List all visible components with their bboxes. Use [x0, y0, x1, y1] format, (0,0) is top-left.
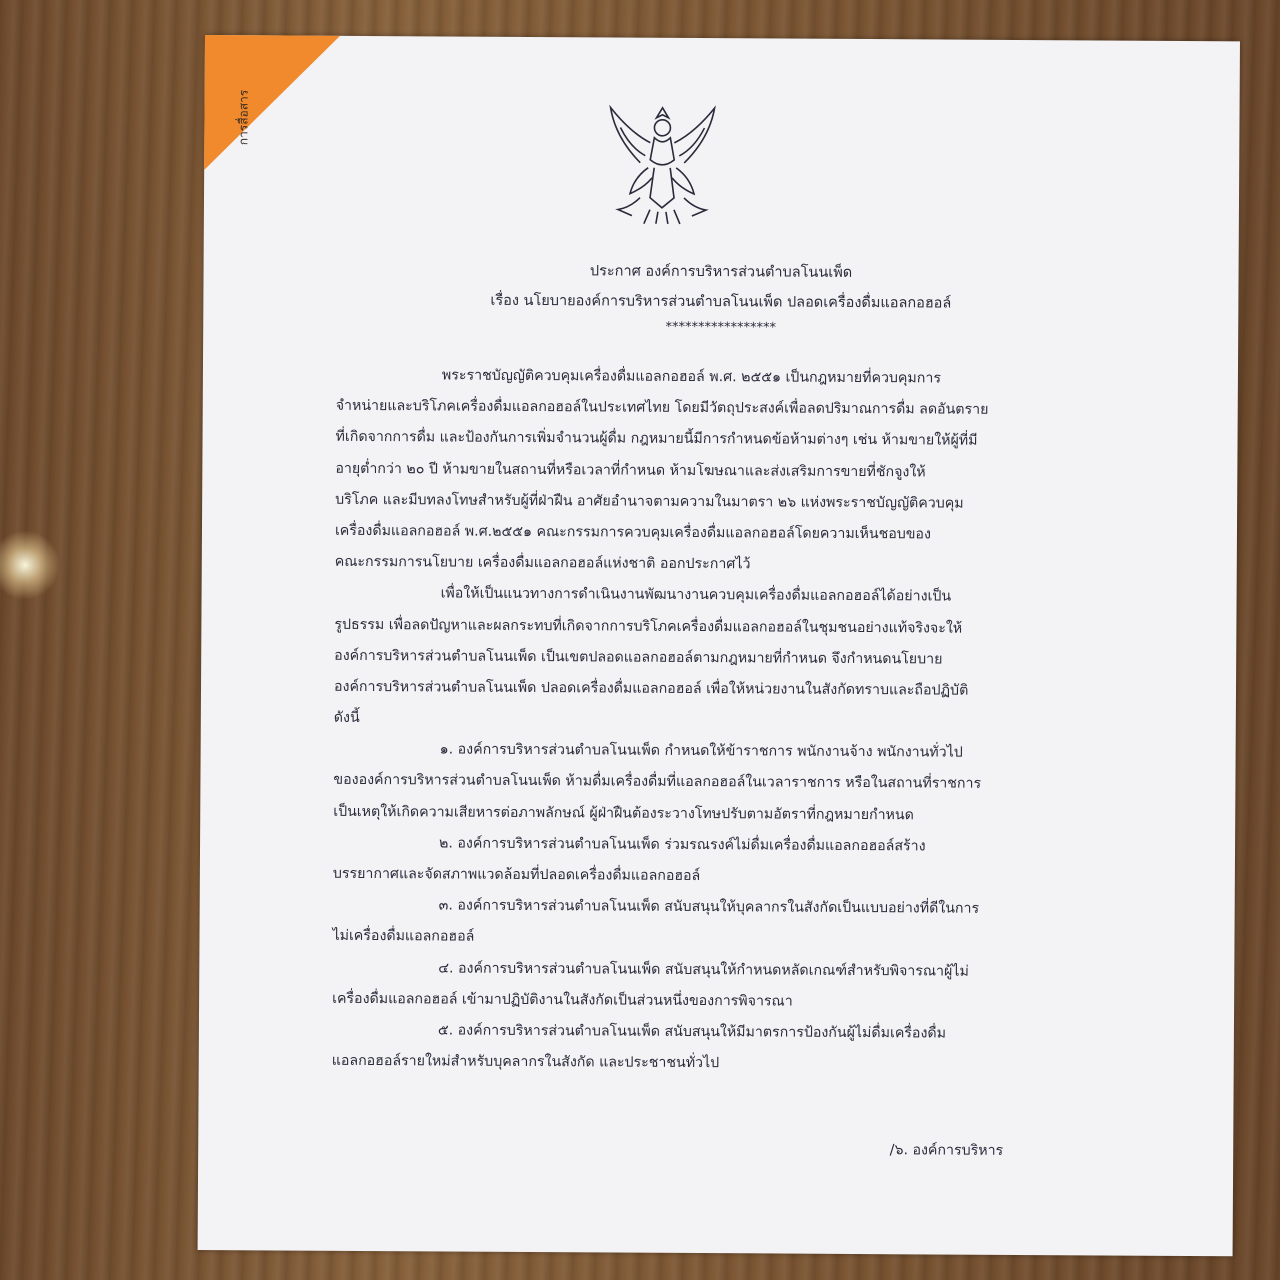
- body-line: คณะกรรมการนโยบาย เครื่องดื่มแอลกอฮอล์แห่งชาติ ออกประกาศไว้: [334, 553, 751, 573]
- body-line: เครื่องดื่มแอลกอฮอล์ พ.ศ.๒๕๕๑ คณะกรรมการควบคุมเครื่องดื่มแอลกอฮอล์โดยความเห็นชอบของ: [334, 522, 931, 543]
- body-line: รูปธรรม เพื่อลดปัญหาและผลกระทบที่เกิดจากการบริโภคเครื่องดื่มแอลกอฮอล์ในชุมชนอย่างแท้จริงจะให้: [334, 616, 963, 637]
- body-line: ที่เกิดจากการดื่ม และป้องกันการเพิ่มจำนวนผู้ดื่ม กฎหมายนี้มีการกำหนดข้อห้ามต่างๆ เช่น ห้ามขายให้ผู้ที่มี: [335, 429, 978, 450]
- body-line: องค์การบริหารส่วนตำบลโนนเพ็ด ปลอดเครื่องดื่มแอลกอฮอล์ เพื่อให้หน่วยงานในสังกัดทราบและถือปฏิบัติ: [333, 678, 969, 699]
- body-line: ๒. องค์การบริหารส่วนตำบลโนนเพ็ด ร่วมรณรงค์ไม่ดื่มเครื่องดื่มแอลกอฮอล์สร้าง: [439, 835, 926, 855]
- body-line: ขององค์การบริหารส่วนตำบลโนนเพ็ด ห้ามดื่มเครื่องดื่มที่แอลกอฮอล์ในเวลาราชการ หรือในสถานที่ราชการ: [333, 772, 982, 793]
- announcement-subject: เรื่อง นโยบายองค์การบริหารส่วนตำบลโนนเพ็ด ปลอดเครื่องดื่มแอลกอฮอล์: [490, 292, 952, 312]
- body-line: อายุต่ำกว่า ๒๐ ปี ห้ามขายในสถานที่หรือเวลาที่กำหนด ห้ามโฆษณาและส่งเสริมการขายที่ชักจูงให้: [335, 460, 926, 480]
- orange-corner-tag: [204, 35, 340, 171]
- document-page: [198, 35, 1240, 1256]
- body-line: ๑. องค์การบริหารส่วนตำบลโนนเพ็ด กำหนดให้ข้าราชการ พนักงานจ้าง พนักงานทั่วไป: [439, 741, 963, 761]
- body-line: ๔. องค์การบริหารส่วนตำบลโนนเพ็ด สนับสนุนให้กำหนดหลัดเกณฑ์สำหรับพิจารณาผู้ไม่: [438, 960, 969, 980]
- tag-label: การสื่อสาร: [236, 89, 251, 146]
- document-body: [332, 360, 1008, 1081]
- body-line: องค์การบริหารส่วนตำบลโนนเพ็ด เป็นเขตปลอดแอลกอฮอล์ตามกฎหมายที่กำหนด จึงกำหนดนโยบาย: [334, 647, 943, 668]
- garuda-emblem-icon: [600, 97, 725, 228]
- body-line: บริโภค และมีบทลงโทษสำหรับผู้ที่ฝ่าฝืน อาศัยอำนาจตามความในมาตรา ๒๖ แห่งพระราชบัญญัติควบคุม: [335, 491, 964, 512]
- announcement-title: ประกาศ องค์การบริหารส่วนตำบลโนนเพ็ด: [589, 263, 853, 281]
- body-line: พระราชบัญญัติควบคุมเครื่องดื่มแอลกอฮอล์ พ.ศ. ๒๕๕๑ เป็นกฎหมายที่ควบคุมการ: [441, 367, 942, 387]
- continuation-note: /๖. องค์การบริหาร: [889, 1142, 1004, 1159]
- body-line: บรรยากาศและจัดสภาพแวดล้อมที่ปลอดเครื่องดื่มแอลกอฮอล์: [332, 865, 701, 885]
- body-line: ดังนี้: [333, 709, 360, 727]
- separator-stars: *****************: [665, 319, 777, 336]
- light-glare: [0, 530, 60, 600]
- body-line: ไม่เครื่องดื่มแอลกอฮอล์: [332, 928, 475, 946]
- body-line: เพื่อให้เป็นแนวทางการดำเนินงานพัฒนางานควบคุมเครื่องดื่มแอลกอฮอล์ได้อย่างเป็น: [440, 585, 952, 605]
- body-line: เป็นเหตุให้เกิดความเสียหารต่อภาพลักษณ์ ผู้ฝ่าฝืนต้องระวางโทษปรับตามอัตราที่กฎหมายกำหนด: [333, 803, 914, 823]
- body-line: แอลกอฮอล์รายใหม่สำหรับบุคลากรในสังกัด และประชาชนทั่วไป: [331, 1052, 720, 1072]
- body-line: เครื่องดื่มแอลกอฮอล์ เข้ามาปฏิบัติงานในสังกัดเป็นส่วนหนึ่งของการพิจารณา: [332, 990, 793, 1010]
- body-line: จำหน่ายและบริโภคเครื่องดื่มแอลกอฮอล์ในประเทศไทย โดยมีวัตถุประสงค์เพื่อลดปริมาณการดื่ม ลดอันตราย: [335, 397, 989, 418]
- body-line: ๓. องค์การบริหารส่วนตำบลโนนเพ็ด สนับสนุนให้บุคลากรในสังกัดเป็นแบบอย่างที่ดีในการ: [438, 897, 980, 917]
- body-line: ๕. องค์การบริหารส่วนตำบลโนนเพ็ด สนับสนุนให้มีมาตรการป้องกันผู้ไม่ดื่มเครื่องดื่ม: [437, 1022, 947, 1042]
